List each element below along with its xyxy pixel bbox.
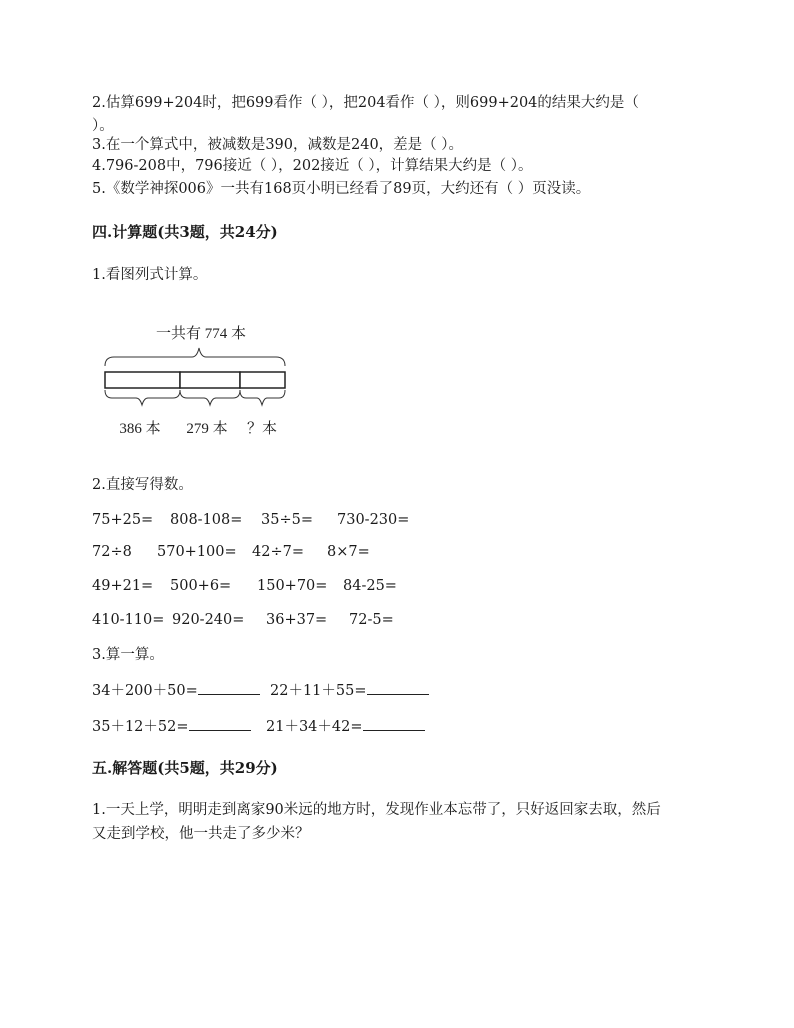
q5-1-line2: 又走到学校，他一共走了多少米？ bbox=[92, 826, 310, 842]
diagram-total-label: 一共有 774 本 bbox=[155, 326, 247, 342]
answer-blank[interactable] bbox=[367, 681, 429, 695]
top-brace bbox=[105, 348, 285, 366]
calc-item: 35÷5= bbox=[261, 512, 313, 528]
sum-item bbox=[92, 717, 251, 736]
sum-item bbox=[266, 717, 425, 736]
bottom-brace-2 bbox=[180, 390, 240, 405]
answer-blank[interactable] bbox=[198, 681, 260, 695]
sum-expression: 21＋34＋42= bbox=[266, 719, 363, 735]
sum-expression: 22＋11＋55= bbox=[270, 683, 367, 699]
calc-item: 72÷8 bbox=[92, 544, 132, 560]
q4-2-title: 2.直接写得数。 bbox=[92, 477, 193, 493]
q3-2-line1: 2.估算699+204时，把699看作（ ），把204看作（ ），则699+204的结果大约是（ bbox=[92, 95, 639, 111]
answer-blank[interactable] bbox=[189, 717, 251, 731]
q3-4: 4.796-208中，796接近（ ），202接近（ ），计算结果大约是（ ）。 bbox=[92, 158, 533, 174]
q4-3-title: 3.算一算。 bbox=[92, 647, 164, 663]
calc-item: 49+21= bbox=[92, 578, 154, 594]
calc-item: 808-108= bbox=[170, 512, 243, 528]
q3-3: 3.在一个算式中，被减数是390，减数是240，差是（ ）。 bbox=[92, 137, 464, 153]
bottom-brace-1 bbox=[105, 390, 180, 405]
diagram-part-3: ？本 bbox=[246, 421, 278, 437]
diagram-part-1: 386 本 bbox=[119, 421, 161, 437]
bar-segment-3 bbox=[240, 372, 285, 388]
diagram-part-2: 279 本 bbox=[186, 421, 228, 437]
q3-5: 5.《数学神探006》一共有168页小明已经看了89页，大约还有（ ）页没读。 bbox=[92, 181, 591, 197]
sum-expression: 35＋12＋52= bbox=[92, 719, 189, 735]
sum-item bbox=[92, 681, 260, 700]
calc-item: 8×7= bbox=[327, 544, 370, 560]
calc-item: 730-230= bbox=[337, 512, 410, 528]
bar-segment-1 bbox=[105, 372, 180, 388]
sum-item bbox=[270, 681, 429, 700]
q3-2-line2: ）。 bbox=[92, 118, 114, 134]
calc-item: 75+25= bbox=[92, 512, 154, 528]
answer-blank[interactable] bbox=[363, 717, 425, 731]
section-5-heading: 五.解答题(共5题，共29分) bbox=[92, 759, 278, 777]
calc-item: 36+37= bbox=[266, 612, 328, 628]
bottom-brace-3 bbox=[240, 390, 285, 405]
calc-item: 570+100= bbox=[157, 544, 237, 560]
calc-item: 84-25= bbox=[343, 578, 397, 594]
calc-item: 500+6= bbox=[170, 578, 232, 594]
bar-segment-2 bbox=[180, 372, 240, 388]
calc-item: 920-240= bbox=[172, 612, 245, 628]
calc-item: 42÷7= bbox=[252, 544, 304, 560]
sum-expression: 34＋200＋50= bbox=[92, 683, 198, 699]
q4-1-title: 1.看图列式计算。 bbox=[92, 267, 208, 283]
calc-item: 150+70= bbox=[257, 578, 328, 594]
section-4-heading: 四.计算题(共3题，共24分) bbox=[92, 223, 278, 241]
q5-1-line1: 1.一天上学，明明走到离家90米远的地方时，发现作业本忘带了，只好返回家去取，然后 bbox=[92, 802, 661, 818]
calc-item: 72-5= bbox=[349, 612, 394, 628]
line-segment-diagram bbox=[96, 318, 306, 448]
calc-item: 410-110= bbox=[92, 612, 165, 628]
